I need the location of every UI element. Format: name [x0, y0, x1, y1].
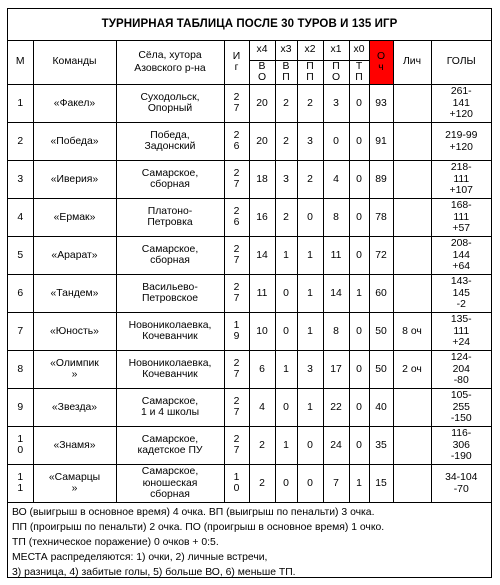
cell-po: 4 — [323, 161, 349, 199]
cell-points: 50 — [369, 313, 393, 351]
header-pp: П П — [297, 60, 323, 85]
cell-points: 60 — [369, 275, 393, 313]
cell-games: 1 0 — [224, 465, 249, 503]
cell-goals: 116- 306 -190 — [431, 427, 491, 465]
cell-personal — [393, 161, 431, 199]
table-row — [8, 199, 491, 237]
cell-tp: 0 — [349, 313, 369, 351]
cell-place: 1 — [8, 85, 33, 123]
cell-points: 50 — [369, 351, 393, 389]
cell-vo: 18 — [249, 161, 275, 199]
cell-pp: 3 — [297, 351, 323, 389]
cell-personal — [393, 123, 431, 161]
cell-po: 17 — [323, 351, 349, 389]
cell-personal — [393, 427, 431, 465]
cell-team: «Арарат» — [33, 237, 116, 275]
note-line: 3) разница, 4) забитые голы, 5) больше ВО, 6) меньше ТП. — [12, 567, 296, 579]
cell-village: Самарское, юношеская сборная — [116, 465, 224, 503]
cell-po: 11 — [323, 237, 349, 275]
cell-vp: 1 — [275, 351, 297, 389]
header-mult-x4: х4 — [249, 41, 275, 60]
cell-vp: 0 — [275, 389, 297, 427]
cell-personal — [393, 85, 431, 123]
cell-pp: 2 — [297, 85, 323, 123]
cell-village: Суходольск, Опорный — [116, 85, 224, 123]
header-games: И г — [224, 41, 249, 85]
header-row — [8, 41, 491, 60]
cell-village: Васильево- Петровское — [116, 275, 224, 313]
cell-village: Самарское, 1 и 4 школы — [116, 389, 224, 427]
cell-points: 78 — [369, 199, 393, 237]
cell-points: 93 — [369, 85, 393, 123]
cell-team: «Тандем» — [33, 275, 116, 313]
cell-place: 5 — [8, 237, 33, 275]
header-vp: В П — [275, 60, 297, 85]
cell-village: Самарское, сборная — [116, 161, 224, 199]
cell-personal — [393, 389, 431, 427]
cell-pp: 1 — [297, 389, 323, 427]
cell-vp: 3 — [275, 161, 297, 199]
cell-points: 91 — [369, 123, 393, 161]
cell-village: Платоно- Петровка — [116, 199, 224, 237]
standings-body — [8, 85, 491, 503]
cell-goals: 208- 144 +64 — [431, 237, 491, 275]
cell-personal: 8 оч — [393, 313, 431, 351]
cell-games: 1 9 — [224, 313, 249, 351]
note-line: ПП (проигрыш по пенальти) 2 очка. ПО (проигрыш в основное время) 1 очко. — [12, 522, 385, 534]
cell-po: 0 — [323, 123, 349, 161]
cell-goals: 124- 204 -80 — [431, 351, 491, 389]
cell-pp: 1 — [297, 237, 323, 275]
cell-vo: 14 — [249, 237, 275, 275]
cell-vp: 2 — [275, 85, 297, 123]
cell-po: 14 — [323, 275, 349, 313]
cell-team: «Звезда» — [33, 389, 116, 427]
cell-place: 8 — [8, 351, 33, 389]
table-title: ТУРНИРНАЯ ТАБЛИЦА ПОСЛЕ 30 ТУРОВ И 135 ИГР — [8, 9, 491, 41]
cell-tp: 0 — [349, 199, 369, 237]
cell-games: 2 7 — [224, 237, 249, 275]
cell-goals: 135- 111 +24 — [431, 313, 491, 351]
table-row — [8, 351, 491, 389]
table-row — [8, 161, 491, 199]
cell-team: «Иверия» — [33, 161, 116, 199]
cell-place: 1 1 — [8, 465, 33, 503]
cell-tp: 1 — [349, 465, 369, 503]
cell-goals: 261- 141 +120 — [431, 85, 491, 123]
cell-vo: 20 — [249, 123, 275, 161]
cell-po: 3 — [323, 85, 349, 123]
header-mult-x0: х0 — [349, 41, 369, 60]
cell-games: 2 7 — [224, 351, 249, 389]
table-row — [8, 313, 491, 351]
cell-vp: 0 — [275, 465, 297, 503]
cell-place: 2 — [8, 123, 33, 161]
legend-notes — [8, 503, 491, 580]
cell-pp: 2 — [297, 161, 323, 199]
cell-personal — [393, 465, 431, 503]
cell-vo: 11 — [249, 275, 275, 313]
cell-po: 22 — [323, 389, 349, 427]
cell-team: «Знамя» — [33, 427, 116, 465]
cell-village: Победа, Задонский — [116, 123, 224, 161]
cell-goals: 218- 111 +107 — [431, 161, 491, 199]
note-line: ТП (техническое поражение) 0 очков + 0:5. — [12, 537, 219, 549]
cell-village: Новониколаевка, Кочеванчик — [116, 313, 224, 351]
header-mult-x2: х2 — [297, 41, 323, 60]
table-row — [8, 465, 491, 503]
cell-personal — [393, 275, 431, 313]
header-goals: ГОЛЫ — [431, 41, 491, 85]
header-tp: Т П — [349, 60, 369, 85]
cell-points: 89 — [369, 161, 393, 199]
cell-tp: 0 — [349, 237, 369, 275]
header-points: О ч — [369, 41, 393, 85]
cell-pp: 1 — [297, 275, 323, 313]
cell-team: «Юность» — [33, 313, 116, 351]
cell-place: 9 — [8, 389, 33, 427]
cell-pp: 0 — [297, 427, 323, 465]
cell-games: 2 7 — [224, 427, 249, 465]
cell-vo: 16 — [249, 199, 275, 237]
cell-place: 4 — [8, 199, 33, 237]
cell-points: 35 — [369, 427, 393, 465]
table-row — [8, 427, 491, 465]
cell-tp: 0 — [349, 161, 369, 199]
cell-po: 24 — [323, 427, 349, 465]
header-mult-x3: х3 — [275, 41, 297, 60]
table-row — [8, 389, 491, 427]
header-team: Команды — [33, 41, 116, 85]
header-village: Сёла, хутора Азовского р-на — [116, 41, 224, 85]
cell-goals: 143- 145 -2 — [431, 275, 491, 313]
table-row — [8, 237, 491, 275]
cell-place: 6 — [8, 275, 33, 313]
cell-team: «Ермак» — [33, 199, 116, 237]
note-line: ВО (выигрыш в основное время) 4 очка. ВП (выигрыш по пенальти) 3 очка. — [12, 507, 375, 519]
cell-points: 72 — [369, 237, 393, 275]
cell-pp: 3 — [297, 123, 323, 161]
cell-points: 15 — [369, 465, 393, 503]
note-line: МЕСТА распределяются: 1) очки, 2) личные встречи, — [12, 552, 268, 564]
cell-personal — [393, 199, 431, 237]
cell-po: 8 — [323, 199, 349, 237]
header-vo: В О — [249, 60, 275, 85]
cell-village: Самарское, сборная — [116, 237, 224, 275]
standings-sheet — [7, 8, 492, 578]
header-po: П О — [323, 60, 349, 85]
cell-vo: 4 — [249, 389, 275, 427]
header-mult-x1: х1 — [323, 41, 349, 60]
cell-goals: 219-99 +120 — [431, 123, 491, 161]
cell-vo: 2 — [249, 427, 275, 465]
cell-vp: 1 — [275, 427, 297, 465]
cell-place: 1 0 — [8, 427, 33, 465]
cell-games: 2 7 — [224, 389, 249, 427]
cell-personal — [393, 237, 431, 275]
cell-games: 2 7 — [224, 85, 249, 123]
cell-vo: 20 — [249, 85, 275, 123]
table-row — [8, 275, 491, 313]
cell-goals: 34-104 -70 — [431, 465, 491, 503]
standings-table — [8, 41, 491, 503]
cell-village: Новониколаевка, Кочеванчик — [116, 351, 224, 389]
cell-place: 7 — [8, 313, 33, 351]
cell-games: 2 7 — [224, 275, 249, 313]
cell-tp: 0 — [349, 351, 369, 389]
cell-po: 8 — [323, 313, 349, 351]
cell-village: Самарское, кадетское ПУ — [116, 427, 224, 465]
cell-tp: 0 — [349, 123, 369, 161]
cell-tp: 0 — [349, 389, 369, 427]
cell-personal: 2 оч — [393, 351, 431, 389]
header-personal: Лич — [393, 41, 431, 85]
cell-team: «Победа» — [33, 123, 116, 161]
cell-tp: 1 — [349, 275, 369, 313]
cell-tp: 0 — [349, 85, 369, 123]
cell-pp: 0 — [297, 465, 323, 503]
cell-team: «Самарцы » — [33, 465, 116, 503]
cell-games: 2 6 — [224, 123, 249, 161]
table-row — [8, 85, 491, 123]
cell-vo: 10 — [249, 313, 275, 351]
cell-games: 2 7 — [224, 161, 249, 199]
cell-games: 2 6 — [224, 199, 249, 237]
table-row — [8, 123, 491, 161]
header-place: М — [8, 41, 33, 85]
cell-vo: 6 — [249, 351, 275, 389]
cell-goals: 105- 255 -150 — [431, 389, 491, 427]
cell-vp: 1 — [275, 237, 297, 275]
cell-vp: 0 — [275, 313, 297, 351]
cell-vp: 0 — [275, 275, 297, 313]
cell-place: 3 — [8, 161, 33, 199]
cell-team: «Факел» — [33, 85, 116, 123]
cell-vp: 2 — [275, 123, 297, 161]
cell-vp: 2 — [275, 199, 297, 237]
cell-pp: 0 — [297, 199, 323, 237]
cell-points: 40 — [369, 389, 393, 427]
cell-pp: 1 — [297, 313, 323, 351]
cell-po: 7 — [323, 465, 349, 503]
cell-goals: 168- 111 +57 — [431, 199, 491, 237]
cell-tp: 0 — [349, 427, 369, 465]
cell-vo: 2 — [249, 465, 275, 503]
cell-team: «Олимпик » — [33, 351, 116, 389]
